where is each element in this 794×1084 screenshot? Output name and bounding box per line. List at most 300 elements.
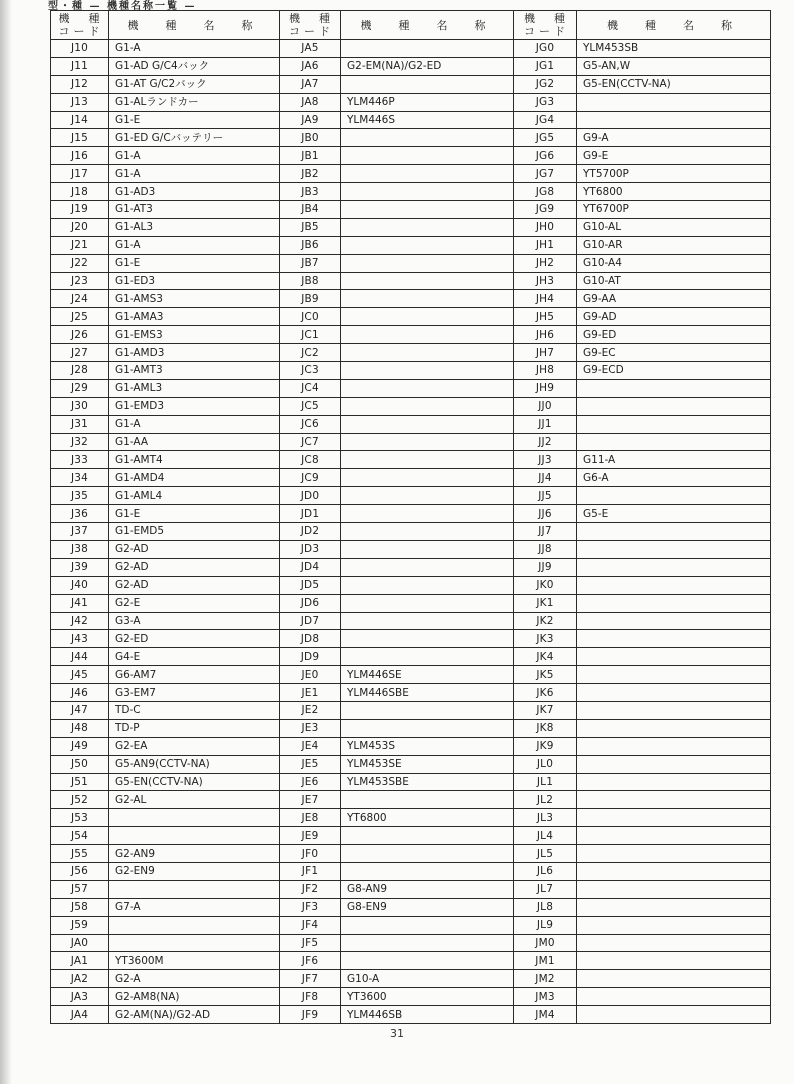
model-name-cell: G10-A4 [577, 254, 771, 272]
model-code-cell: JA4 [51, 1006, 109, 1024]
model-name-cell [341, 576, 514, 594]
model-code-cell: J12 [51, 75, 109, 93]
model-name-cell: YLM446P [341, 93, 514, 111]
scan-edge-shadow [0, 0, 12, 1084]
model-code-cell: JC1 [280, 326, 341, 344]
table-row [51, 290, 771, 308]
model-code-cell: J26 [51, 326, 109, 344]
table-row [51, 505, 771, 523]
model-name-cell [577, 755, 771, 773]
model-name-cell [341, 362, 514, 380]
model-name-cell [577, 540, 771, 558]
model-code-cell: J39 [51, 558, 109, 576]
table-row [51, 397, 771, 415]
model-code-cell: J43 [51, 630, 109, 648]
model-name-cell: G8-AN9 [341, 880, 514, 898]
model-name-cell [341, 201, 514, 219]
model-code-cell: J41 [51, 594, 109, 612]
table-row [51, 93, 771, 111]
model-name-cell [577, 612, 771, 630]
model-code-cell: J35 [51, 487, 109, 505]
model-code-cell: JF4 [280, 916, 341, 934]
model-name-cell [577, 719, 771, 737]
model-code-cell: J44 [51, 648, 109, 666]
table-row [51, 183, 771, 201]
model-code-cell: JK3 [514, 630, 577, 648]
model-code-cell: JD6 [280, 594, 341, 612]
model-name-cell [341, 451, 514, 469]
model-name-cell: G2-ED [109, 630, 280, 648]
table-row [51, 165, 771, 183]
table-row [51, 988, 771, 1006]
model-code-cell: J53 [51, 809, 109, 827]
model-code-cell: JK0 [514, 576, 577, 594]
model-code-cell: JG8 [514, 183, 577, 201]
model-name-cell: G10-A [341, 970, 514, 988]
model-code-cell: J51 [51, 773, 109, 791]
model-code-cell: JK7 [514, 701, 577, 719]
model-code-cell: JF9 [280, 1006, 341, 1024]
model-code-cell: JC6 [280, 415, 341, 433]
model-name-cell: G1-AL3 [109, 218, 280, 236]
model-code-cell: JJ8 [514, 540, 577, 558]
model-name-cell [577, 773, 771, 791]
model-name-cell: G2-AD [109, 540, 280, 558]
model-code-cell: JB3 [280, 183, 341, 201]
model-code-cell: J46 [51, 684, 109, 702]
model-code-cell: JL1 [514, 773, 577, 791]
model-code-cell: J13 [51, 93, 109, 111]
model-code-cell: JM1 [514, 952, 577, 970]
model-code-cell: JA3 [51, 988, 109, 1006]
model-name-cell: G1-E [109, 254, 280, 272]
model-name-cell: G1-AT3 [109, 201, 280, 219]
column-header-name-2: 機 種 名 称 [341, 11, 514, 40]
model-name-cell [577, 397, 771, 415]
model-code-cell: J10 [51, 40, 109, 58]
model-name-cell: G10-AL [577, 218, 771, 236]
model-name-cell: G1-E [109, 505, 280, 523]
model-code-cell: JG6 [514, 147, 577, 165]
model-code-cell: JM0 [514, 934, 577, 952]
model-code-cell: JC5 [280, 397, 341, 415]
model-code-cell: JK6 [514, 684, 577, 702]
model-name-cell [577, 93, 771, 111]
model-code-cell: JJ9 [514, 558, 577, 576]
table-row [51, 147, 771, 165]
model-code-cell: J32 [51, 433, 109, 451]
table-row [51, 415, 771, 433]
model-code-cell: J16 [51, 147, 109, 165]
model-name-cell [341, 630, 514, 648]
model-name-cell [577, 487, 771, 505]
model-code-cell: JJ0 [514, 397, 577, 415]
model-code-cell: JJ2 [514, 433, 577, 451]
table-row [51, 827, 771, 845]
model-name-cell: G1-AD3 [109, 183, 280, 201]
model-code-cell: J25 [51, 308, 109, 326]
model-code-cell: JD8 [280, 630, 341, 648]
model-name-cell: G9-A [577, 129, 771, 147]
model-code-cell: JD0 [280, 487, 341, 505]
model-name-cell: G9-AA [577, 290, 771, 308]
model-name-cell: G1-A [109, 165, 280, 183]
model-name-cell: G1-AMS3 [109, 290, 280, 308]
model-code-cell: JH9 [514, 379, 577, 397]
model-name-cell: G2-EM(NA)/G2-ED [341, 57, 514, 75]
model-code-cell: JB8 [280, 272, 341, 290]
model-name-cell: G5-E [577, 505, 771, 523]
model-name-cell [577, 809, 771, 827]
model-name-cell: G1-AMT4 [109, 451, 280, 469]
model-name-cell: YLM453S [341, 737, 514, 755]
model-code-cell: JC7 [280, 433, 341, 451]
model-name-cell [341, 236, 514, 254]
model-name-cell: G1-AD G/C4バック [109, 57, 280, 75]
model-name-cell: YLM446SE [341, 666, 514, 684]
model-name-cell [341, 523, 514, 541]
model-code-cell: JG3 [514, 93, 577, 111]
model-code-cell: JF5 [280, 934, 341, 952]
code-header-bottom: コード [289, 25, 334, 38]
model-code-cell: J31 [51, 415, 109, 433]
model-code-cell: JJ3 [514, 451, 577, 469]
model-code-cell: JF8 [280, 988, 341, 1006]
model-name-cell [341, 290, 514, 308]
model-code-cell: JD4 [280, 558, 341, 576]
model-code-cell: J56 [51, 862, 109, 880]
model-name-cell [341, 433, 514, 451]
model-name-cell [577, 701, 771, 719]
model-name-cell: G1-E [109, 111, 280, 129]
model-name-cell: YT5700P [577, 165, 771, 183]
table-row [51, 648, 771, 666]
model-code-cell: JA5 [280, 40, 341, 58]
table-row [51, 201, 771, 219]
model-code-cell: JL8 [514, 898, 577, 916]
table-row [51, 111, 771, 129]
table-row [51, 75, 771, 93]
model-name-cell [341, 594, 514, 612]
model-code-cell: J52 [51, 791, 109, 809]
model-name-cell [341, 719, 514, 737]
table-row [51, 129, 771, 147]
model-name-cell: G2-AL [109, 791, 280, 809]
table-row [51, 469, 771, 487]
model-name-cell: YLM453SE [341, 755, 514, 773]
model-code-cell: JB5 [280, 218, 341, 236]
table-row [51, 540, 771, 558]
model-name-cell: G5-EN(CCTV-NA) [577, 75, 771, 93]
model-code-cell: JA1 [51, 952, 109, 970]
model-code-cell: JE3 [280, 719, 341, 737]
model-code-cell: JA0 [51, 934, 109, 952]
model-name-cell: G2-A [109, 970, 280, 988]
model-code-cell: JE4 [280, 737, 341, 755]
model-name-cell: G9-ED [577, 326, 771, 344]
model-name-cell [341, 934, 514, 952]
model-code-cell: J24 [51, 290, 109, 308]
table-row [51, 845, 771, 863]
model-code-cell: JM2 [514, 970, 577, 988]
model-name-cell [577, 1006, 771, 1024]
table-row [51, 558, 771, 576]
model-name-cell: G9-EC [577, 344, 771, 362]
model-name-cell [577, 523, 771, 541]
table-row [51, 272, 771, 290]
table-row [51, 594, 771, 612]
model-name-cell: G9-E [577, 147, 771, 165]
model-code-cell: JL0 [514, 755, 577, 773]
model-name-cell: G1-A [109, 236, 280, 254]
table-row [51, 308, 771, 326]
model-name-cell [577, 648, 771, 666]
model-name-cell [577, 845, 771, 863]
model-name-cell [577, 827, 771, 845]
model-code-cell: J57 [51, 880, 109, 898]
table-row [51, 254, 771, 272]
model-code-cell: JH0 [514, 218, 577, 236]
model-code-cell: J29 [51, 379, 109, 397]
model-name-cell [341, 272, 514, 290]
model-name-cell: YLM446S [341, 111, 514, 129]
model-code-cell: J49 [51, 737, 109, 755]
table-row [51, 773, 771, 791]
model-code-cell: JK5 [514, 666, 577, 684]
model-code-cell: JA6 [280, 57, 341, 75]
model-name-cell: G1-A [109, 40, 280, 58]
model-name-cell [341, 379, 514, 397]
model-name-cell: G1-A [109, 147, 280, 165]
model-name-cell: G6-A [577, 469, 771, 487]
table-row [51, 701, 771, 719]
model-name-cell [341, 952, 514, 970]
model-name-cell: YLM453SB [577, 40, 771, 58]
model-name-cell: G2-AD [109, 558, 280, 576]
model-code-cell: J55 [51, 845, 109, 863]
model-code-cell: JC0 [280, 308, 341, 326]
model-name-cell [577, 898, 771, 916]
model-code-cell: JG7 [514, 165, 577, 183]
model-name-cell [109, 809, 280, 827]
code-header-bottom: コード [524, 25, 569, 38]
model-name-cell [577, 684, 771, 702]
model-name-cell [341, 845, 514, 863]
model-name-cell [577, 576, 771, 594]
model-code-cell: JE6 [280, 773, 341, 791]
model-code-cell: J36 [51, 505, 109, 523]
model-name-cell: G2-AD [109, 576, 280, 594]
model-name-cell [341, 791, 514, 809]
column-header-code-1 [51, 11, 109, 40]
model-name-cell [341, 129, 514, 147]
model-name-cell: YT6700P [577, 201, 771, 219]
column-header-name-1: 機 種 名 称 [109, 11, 280, 40]
model-name-cell [109, 934, 280, 952]
model-name-cell [341, 648, 514, 666]
model-code-cell: JF2 [280, 880, 341, 898]
model-name-cell: YLM446SBE [341, 684, 514, 702]
model-code-cell: JE2 [280, 701, 341, 719]
table-row [51, 684, 771, 702]
model-name-cell: G2-E [109, 594, 280, 612]
model-name-cell: G2-AM(NA)/G2-AD [109, 1006, 280, 1024]
model-code-cell: JA8 [280, 93, 341, 111]
model-name-cell [577, 934, 771, 952]
model-code-cell: JF7 [280, 970, 341, 988]
model-name-cell: G11-A [577, 451, 771, 469]
model-name-cell: G1-ED3 [109, 272, 280, 290]
model-name-cell: G6-AM7 [109, 666, 280, 684]
table-row [51, 809, 771, 827]
model-name-cell [341, 469, 514, 487]
model-code-cell: JL6 [514, 862, 577, 880]
table-row [51, 755, 771, 773]
table-row [51, 970, 771, 988]
table-row [51, 523, 771, 541]
model-code-cell: JG4 [514, 111, 577, 129]
model-name-cell [577, 558, 771, 576]
code-header-top: 機 種 [58, 12, 104, 25]
model-code-cell: JB6 [280, 236, 341, 254]
model-code-cell: J50 [51, 755, 109, 773]
model-code-cell: JL2 [514, 791, 577, 809]
table-row [51, 612, 771, 630]
model-code-cell: J42 [51, 612, 109, 630]
model-name-cell [577, 880, 771, 898]
model-code-cell: JL4 [514, 827, 577, 845]
model-name-cell: G3-EM7 [109, 684, 280, 702]
model-name-cell [341, 505, 514, 523]
page-number: 31 [390, 1027, 404, 1040]
table-row [51, 862, 771, 880]
model-code-cell: JG0 [514, 40, 577, 58]
model-name-cell: G2-AM8(NA) [109, 988, 280, 1006]
model-name-cell: G7-A [109, 898, 280, 916]
table-row [51, 326, 771, 344]
model-code-cell: J15 [51, 129, 109, 147]
table-row [51, 379, 771, 397]
model-name-cell: TD-P [109, 719, 280, 737]
model-name-cell: YT3600 [341, 988, 514, 1006]
model-name-cell [341, 326, 514, 344]
table-row [51, 362, 771, 380]
model-code-cell: JG2 [514, 75, 577, 93]
model-code-cell: J48 [51, 719, 109, 737]
table-row [51, 952, 771, 970]
model-name-cell: G5-AN,W [577, 57, 771, 75]
code-header-top: 機 種 [289, 12, 334, 25]
model-code-cell: JF1 [280, 862, 341, 880]
model-code-cell: J58 [51, 898, 109, 916]
model-name-cell [577, 791, 771, 809]
model-name-cell: YT3600M [109, 952, 280, 970]
model-code-cell: JM4 [514, 1006, 577, 1024]
model-name-cell [109, 880, 280, 898]
model-code-cell: JB7 [280, 254, 341, 272]
model-name-cell: YLM446SB [341, 1006, 514, 1024]
model-code-cell: JD7 [280, 612, 341, 630]
model-code-cell: JB1 [280, 147, 341, 165]
model-code-cell: JG9 [514, 201, 577, 219]
model-name-cell [341, 218, 514, 236]
model-code-cell: J21 [51, 236, 109, 254]
model-name-cell: G1-EMD3 [109, 397, 280, 415]
model-code-cell: JB2 [280, 165, 341, 183]
model-code-cell: JH5 [514, 308, 577, 326]
model-name-cell [341, 487, 514, 505]
model-code-cell: JD1 [280, 505, 341, 523]
model-code-cell: J23 [51, 272, 109, 290]
model-name-cell: G9-ECD [577, 362, 771, 380]
model-name-cell: G2-EN9 [109, 862, 280, 880]
model-code-cell: JH8 [514, 362, 577, 380]
model-name-cell: G1-AMA3 [109, 308, 280, 326]
model-code-cell: JJ1 [514, 415, 577, 433]
model-code-cell: JF3 [280, 898, 341, 916]
model-name-cell [341, 40, 514, 58]
model-code-cell: JC8 [280, 451, 341, 469]
model-code-cell: JG1 [514, 57, 577, 75]
model-name-cell [341, 558, 514, 576]
column-header-code-2 [280, 11, 341, 40]
model-code-cell: JC2 [280, 344, 341, 362]
table-row [51, 1006, 771, 1024]
model-code-cell: J47 [51, 701, 109, 719]
model-code-cell: JD2 [280, 523, 341, 541]
model-code-cell: JE9 [280, 827, 341, 845]
model-name-cell [577, 952, 771, 970]
model-code-cell: JC9 [280, 469, 341, 487]
model-code-cell: JK4 [514, 648, 577, 666]
model-name-cell [577, 433, 771, 451]
model-code-cell: JM3 [514, 988, 577, 1006]
model-name-cell: TD-C [109, 701, 280, 719]
model-code-cell: JL7 [514, 880, 577, 898]
model-name-cell [109, 916, 280, 934]
model-name-cell [577, 970, 771, 988]
model-code-cell: J14 [51, 111, 109, 129]
model-name-cell: G5-AN9(CCTV-NA) [109, 755, 280, 773]
model-code-cell: JL5 [514, 845, 577, 863]
model-name-cell [577, 916, 771, 934]
model-code-cell: JH2 [514, 254, 577, 272]
model-name-cell: G10-AR [577, 236, 771, 254]
table-row [51, 737, 771, 755]
model-name-cell [341, 308, 514, 326]
model-code-cell: JH3 [514, 272, 577, 290]
model-name-cell [577, 630, 771, 648]
model-code-cell: J59 [51, 916, 109, 934]
model-code-cell: JC3 [280, 362, 341, 380]
model-code-cell: JE1 [280, 684, 341, 702]
table-row [51, 433, 771, 451]
model-name-cell [577, 988, 771, 1006]
table-row [51, 576, 771, 594]
model-code-cell: J11 [51, 57, 109, 75]
model-name-cell: G1-AML4 [109, 487, 280, 505]
model-name-cell [577, 415, 771, 433]
table-row [51, 218, 771, 236]
model-name-cell: G1-EMS3 [109, 326, 280, 344]
model-code-cell: J18 [51, 183, 109, 201]
table-row [51, 344, 771, 362]
model-code-cell: J22 [51, 254, 109, 272]
model-code-cell: JG5 [514, 129, 577, 147]
model-name-cell: G1-EMD5 [109, 523, 280, 541]
model-code-cell: JH4 [514, 290, 577, 308]
model-code-cell: JL3 [514, 809, 577, 827]
